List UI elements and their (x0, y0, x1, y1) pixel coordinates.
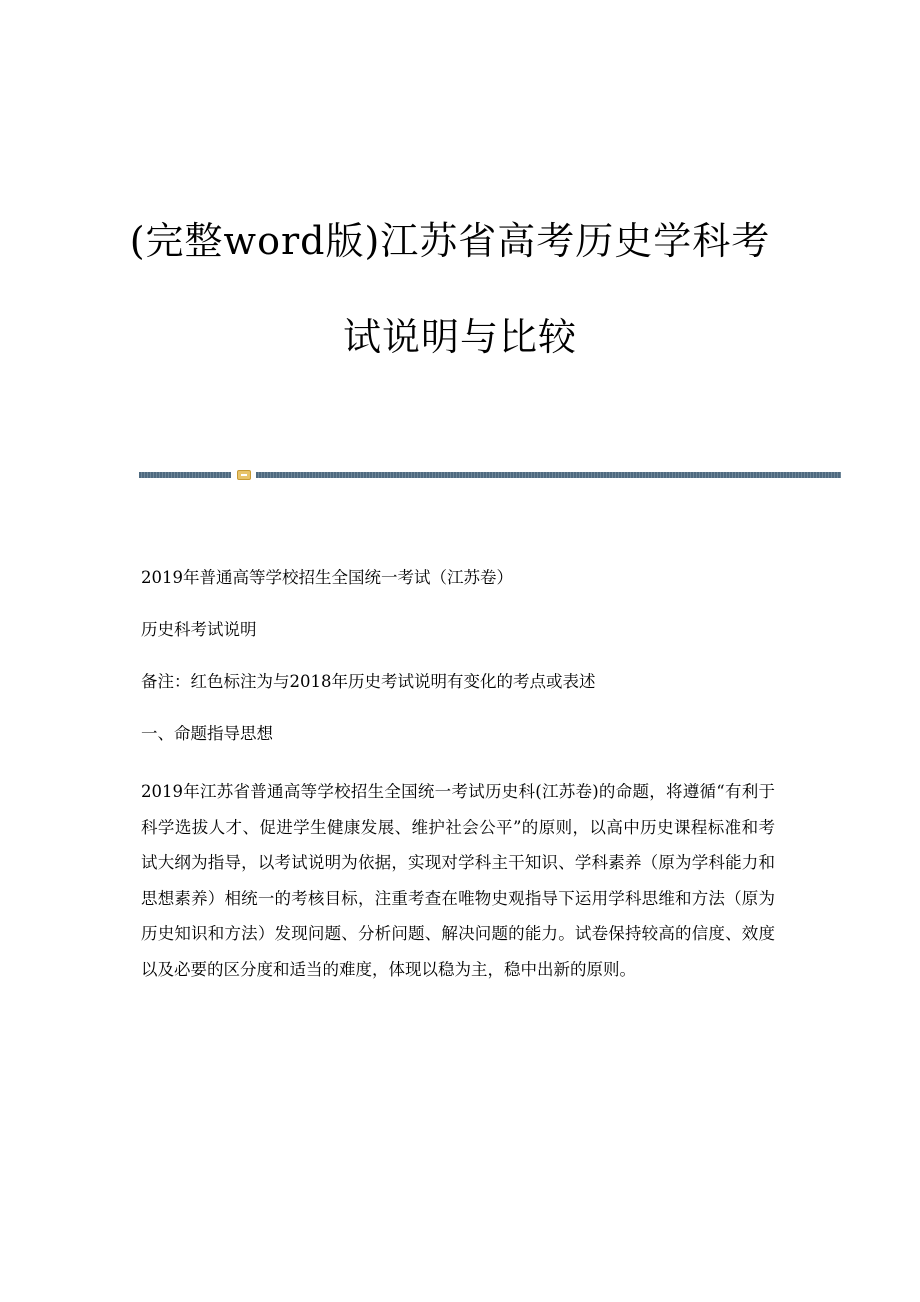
subject-heading: 历史科考试说明 (141, 620, 257, 639)
divider-bar-left (139, 472, 231, 478)
body-paragraph: 2019年江苏省普通高等学校招生全国统一考试历史科(江苏卷)的命题，将遵循“有利于科学选拔人才、促进学生健康发展、维护社会公平”的原则，以高中历史课程标准和考试大纲为指导，以考试说明为依据，实现对学科主干知识、学科素养（原为学科能力和思想素养）相统一的考核目标，注重考查在唯物史观指导下运用学科思维和方法（原为历史知识和方法）发现问题、分析问题、解决问题的能力。试卷保持较高的信度、效度以及必要的区分度和适当的难度，体现以稳为主，稳中出新的原则。 (141, 782, 775, 979)
title-line-1: (完整word版)江苏省高考历史学科考 (129, 219, 771, 263)
divider-ornament-icon (237, 470, 251, 480)
section-heading: 一、命题指导思想 (141, 724, 273, 743)
title-line-2: 试说明与比较 (342, 315, 577, 359)
note-paragraph: 备注：红色标注为与2018年历史考试说明有变化的考点或表述 (141, 672, 596, 691)
exam-heading: 2019年普通高等学校招生全国统一考试（江苏卷） (141, 568, 513, 587)
document-body (141, 566, 781, 987)
title-divider (139, 470, 841, 480)
divider-bar-right (256, 472, 841, 478)
